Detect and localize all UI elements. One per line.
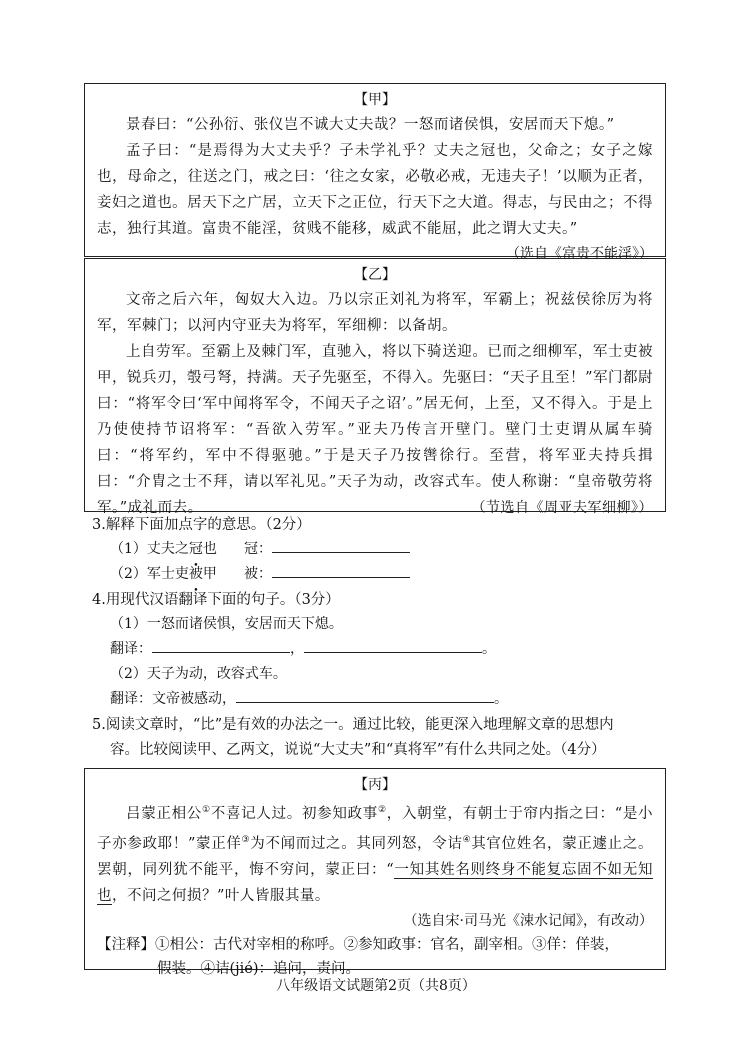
page-footer: 八年级语文试题第2页（共8页）: [276, 978, 476, 994]
q4-answer-1-period: 。: [482, 641, 496, 657]
q3-answer-2-blank[interactable]: [272, 563, 410, 578]
passage-jia-box: [84, 83, 666, 262]
q4-answer-1: [110, 638, 496, 660]
question-3-stem: 3.解释下面加点字的意思。（2分）: [92, 517, 311, 533]
question-4-item-1: （1）一怒而诸侯惧，安居而天下熄。: [110, 616, 343, 632]
passage-yi-title: 【乙】: [354, 267, 396, 283]
q3-item2-dotted-char: 被: [188, 566, 203, 582]
q3-answer-2-label: 被：: [244, 566, 272, 582]
bing-note-ref-4: ④: [462, 834, 472, 845]
passage-yi-para-2-text: 上自劳军。至霸上及棘门军，直驰入，将以下骑送迎。已而之细柳军，军士吏被甲，锐兵刃，彀弓弩，持满。天子先驱至，不得入。先驱曰：“天子且至！”军门都尉曰：“将军令曰‘军中闻将军令，不闻天子之诏’。”居无何，上至，又不得入。于是上乃使使持节诏将军：“吾欲入劳军。”亚夫乃传言开壁门。壁门士吏谓从属车骑曰：“将军约，军中不得驱驰。”于是天子乃按辔徐行。至营，将军亚夫持兵揖曰：“介胄之士不拜，请以军礼见。”天子为动，改容式车。使人称谢：“皇帝敬劳将军。”成礼而去。: [97, 344, 653, 516]
q3-answer-1-label: 冠：: [244, 541, 272, 557]
q3-item1-suffix: 也: [202, 541, 217, 557]
passage-yi-box: [84, 258, 666, 516]
q3-item2-suffix: 甲: [202, 566, 217, 582]
q4-answer-2-period: 。: [494, 691, 508, 707]
bing-text-2: 不喜记人过。初参知政事: [210, 805, 378, 822]
passage-yi-para-2: [97, 339, 653, 521]
q4-answer-2-given: 文帝被感动，: [152, 691, 236, 707]
passage-bing-notes-line-2: 假装。④诘(jié)：追问，责问。: [157, 960, 361, 977]
q4-answer-2: [110, 688, 508, 710]
passage-yi-para-1: 文帝之后六年，匈奴大入边。乃以宗正刘礼为将军，军霸上；祝兹侯徐厉为将军，军棘门；以河内守亚夫为将军，军细柳：以备胡。: [97, 292, 653, 334]
q3-item1-dotted-char: 冠: [188, 541, 203, 557]
q3-answer-1: [244, 538, 410, 560]
bing-text-5: 其官位姓名，蒙正遽止之。罢朝，同列犹不能平，悔不穷问，蒙正曰：“: [97, 835, 653, 878]
passage-yi-source: （节选自《周亚夫军细柳》）: [471, 500, 653, 516]
bing-text-3: ，入朝堂，有朝士于帘内指之曰：“是小子亦参政耶！”蒙正佯: [97, 805, 654, 852]
bing-text-4: 为不闻而过之。其同列怒，令诘: [250, 835, 463, 852]
bing-text-6: ，不问之何损？”叶人皆服其量。: [112, 887, 330, 904]
passage-bing-para: [97, 797, 653, 909]
q4-answer-1-comma: ，: [290, 641, 304, 657]
passage-bing-notes-line-1: 【注释】①相公：古代对宰相的称呼。②参知政事：官名，副宰相。③佯：佯装，: [97, 936, 619, 953]
question-5-line-2: 容。比较阅读甲、乙两文，说说“大丈夫”和“真将军”有什么共同之处。（4分）: [110, 742, 606, 758]
passage-bing-box: [84, 768, 666, 977]
passage-jia-title: 【甲】: [354, 92, 396, 108]
question-4-stem: 4.用现代汉语翻译下面的句子。（3分）: [92, 592, 340, 608]
q3-answer-1-blank[interactable]: [272, 538, 410, 553]
bing-underlined-sentence: 一知其姓名则终身不能复忘固不如无知也: [97, 861, 654, 904]
bing-text-1: 吕蒙正相公: [126, 805, 202, 822]
bing-note-ref-3: ③: [241, 834, 251, 845]
q4-answer-2-label: 翻译：: [110, 691, 152, 707]
q3-item1-prefix: （1）丈夫之: [110, 541, 189, 557]
q4-answer-2-blank[interactable]: [236, 688, 494, 703]
question-5-line-1: 5.阅读文章时，“比”是有效的办法之一。通过比较，能更深入地理解文章的思想内: [92, 717, 614, 733]
question-3-item-1: [110, 538, 217, 560]
q4-answer-1-blank-b[interactable]: [304, 638, 482, 653]
bing-note-ref-1: ①: [202, 805, 211, 815]
question-3-item-2: [110, 563, 217, 585]
q4-answer-1-label: 翻译：: [110, 641, 152, 657]
passage-bing-title: 【丙】: [354, 777, 396, 793]
passage-bing-source: （选自宋·司马光《涑水记闻》，有改动）: [403, 912, 653, 929]
q3-answer-2: [244, 563, 410, 585]
passage-jia-para-1: 景春曰：“公孙衍、张仪岂不诚大丈夫哉？一怒而诸侯惧，安居而天下熄。”: [126, 117, 615, 133]
bing-note-ref-2: ②: [377, 805, 387, 815]
question-4-item-2: （2）天子为动，改容式车。: [110, 666, 287, 682]
passage-jia-para-2: 孟子曰：“是焉得为大丈夫乎？子未学礼乎？丈夫之冠也，父命之；女子之嫁也，母命之，往送之门，戒之曰：‘往之女家，必敬必戒，无违夫子！’以顺为正者，妾妇之道也。居天下之广居，立天下之正位，行天下之大道。得志，与民由之；不得志，独行其道。富贵不能淫，贫贱不能移，威武不能屈，此之谓大丈夫。”: [97, 143, 653, 237]
passage-jia-source: （选自《富贵不能淫》）: [506, 246, 653, 262]
q4-answer-1-blank-a[interactable]: [152, 638, 290, 653]
q3-item2-prefix: （2）军士吏: [110, 566, 189, 582]
